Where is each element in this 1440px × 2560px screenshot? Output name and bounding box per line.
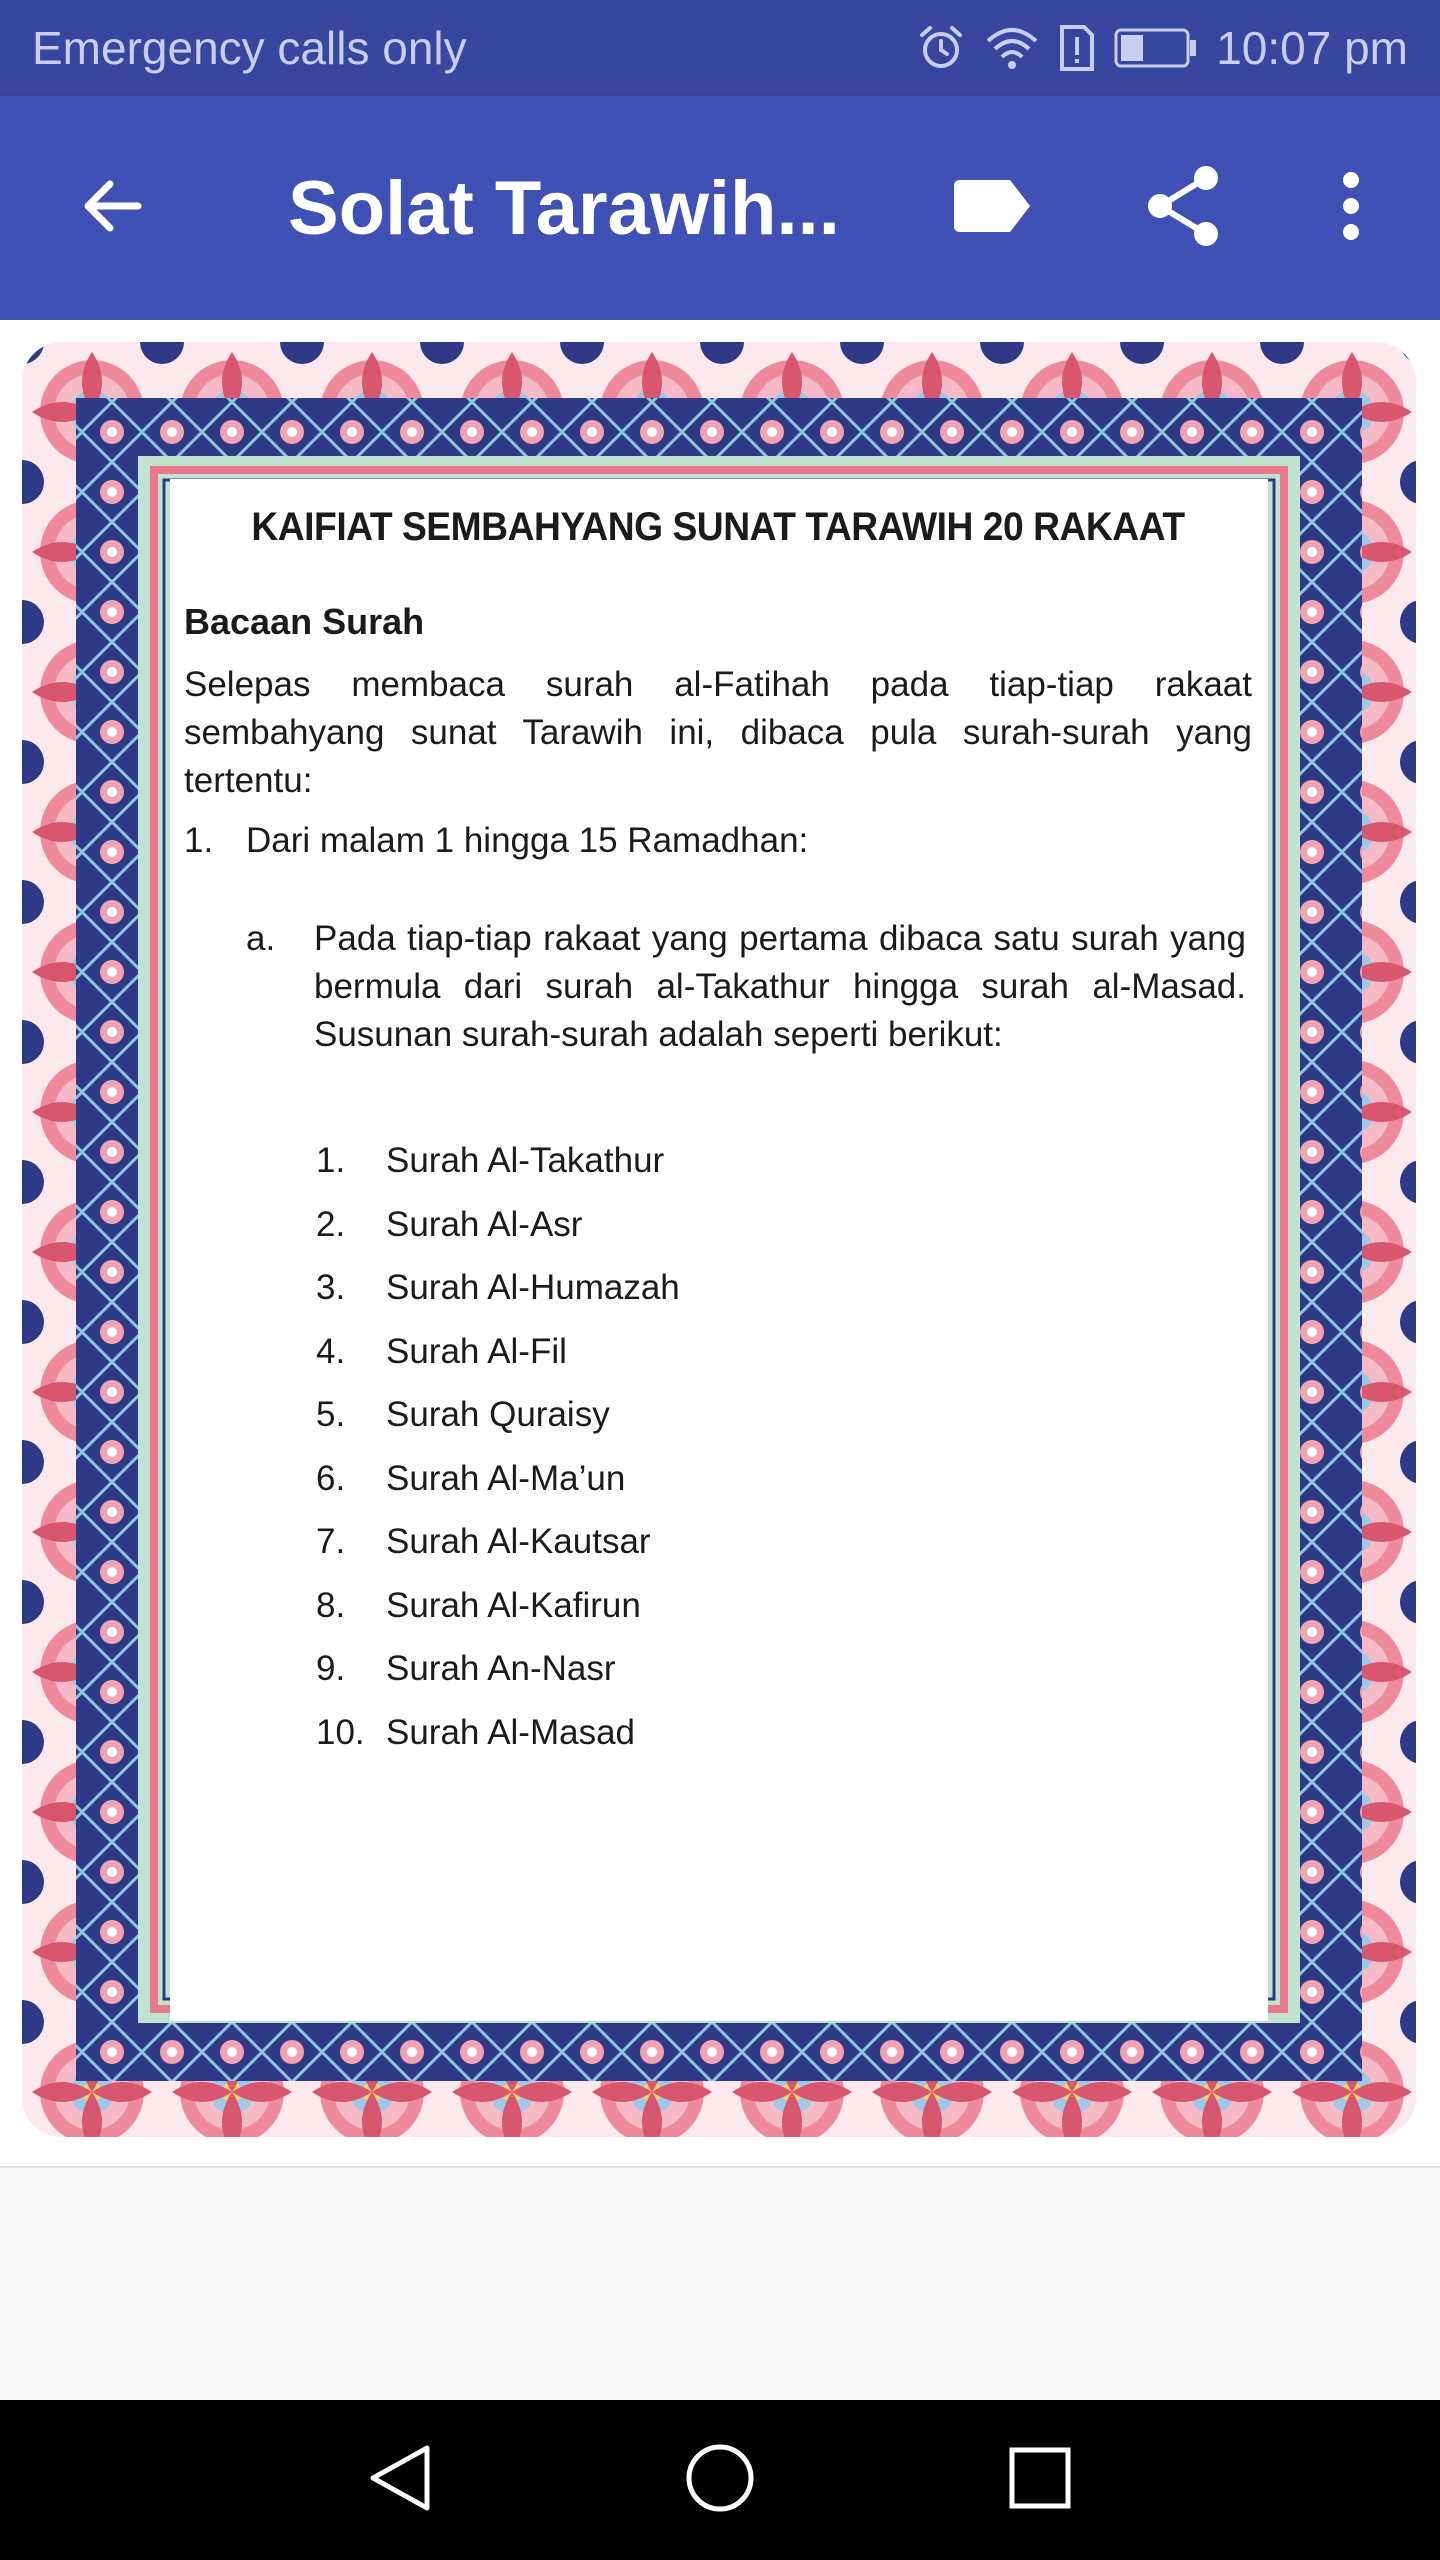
nav-recents-button[interactable] (960, 2400, 1120, 2560)
surah-list (316, 1137, 680, 1772)
recents-square-icon (1007, 2445, 1073, 2516)
status-bar (0, 0, 1440, 96)
page-title: Solat Tarawih... (288, 165, 840, 251)
back-triangle-icon (365, 2442, 435, 2519)
list-item-number: 9. (316, 1649, 346, 1688)
sub-item-text: Pada tiap-tiap rakaat yang pertama dibaca satu surah yang bermula dari surah al-Takathur hingga surah al-Masad. Susunan surah-surah adalah seperti berikut: (314, 919, 1246, 1054)
list-item (316, 1709, 680, 1773)
document-image[interactable] (0, 320, 1440, 2168)
list-item (316, 1518, 680, 1582)
list-item (316, 1328, 680, 1392)
carrier-text: Emergency calls only (32, 22, 467, 74)
list-item-number: 10. (316, 1712, 365, 1752)
surah-name: Surah An-Nasr (386, 1649, 616, 1688)
battery-icon (1114, 26, 1198, 70)
list-item-number: 5. (316, 1395, 346, 1434)
surah-name: Surah Al-Fil (386, 1331, 567, 1371)
list-item (316, 1582, 680, 1646)
share-icon (1144, 164, 1224, 253)
intro-paragraph: Selepas membaca surah al-Fatihah pada tiap-tiap rakaat sembahyang sunat Tarawih ini, dibaca pula surah-surah yang tertentu: (184, 665, 1252, 800)
nav-home-button[interactable] (640, 2400, 800, 2560)
wifi-icon (984, 23, 1040, 73)
list-item-number: 4. (316, 1331, 346, 1371)
back-arrow-icon (76, 170, 148, 247)
sim-alert-icon (1058, 23, 1096, 73)
app-bar (0, 96, 1440, 320)
back-button[interactable] (56, 96, 168, 320)
list-item-number: 8. (316, 1585, 346, 1625)
surah-name: Surah Al-Kautsar (386, 1522, 651, 1561)
surah-name: Surah Al-Takathur (386, 1141, 665, 1180)
list-item (316, 1201, 680, 1265)
label-button[interactable] (938, 96, 1048, 320)
status-icons (916, 21, 1408, 75)
sub-item-letter: a. (246, 919, 276, 958)
overflow-menu-icon (1339, 170, 1363, 247)
home-circle-icon (684, 2442, 756, 2519)
list-item (316, 1137, 680, 1201)
document-title: KAIFIAT SEMBAHYANG SUNAT TARAWIH 20 RAKAAT (251, 505, 1185, 549)
label-icon (952, 176, 1034, 241)
surah-name: Surah Quraisy (386, 1395, 610, 1434)
list-item (316, 1391, 680, 1455)
list-item (316, 1264, 680, 1328)
list-item-number: 1. (184, 821, 214, 860)
surah-name: Surah Al-Humazah (386, 1268, 680, 1307)
surah-name: Surah Al-Masad (386, 1712, 636, 1752)
list-item-number: 2. (316, 1204, 346, 1244)
surah-name: Surah Al-Kafirun (386, 1585, 641, 1625)
share-button[interactable] (1128, 96, 1240, 320)
system-nav-bar (0, 2400, 1440, 2560)
nav-back-button[interactable] (320, 2400, 480, 2560)
document-page (170, 479, 1266, 2019)
list-item-1 (184, 817, 808, 865)
list-item-text: Dari malam 1 hingga 15 Ramadhan: (246, 821, 809, 860)
section-heading: Bacaan Surah (184, 601, 425, 642)
list-item-number: 3. (316, 1268, 346, 1307)
list-item-number: 1. (316, 1141, 346, 1180)
clock: 10:07 pm (1216, 22, 1408, 74)
alarm-icon (916, 23, 966, 73)
list-item (316, 1455, 680, 1519)
surah-name: Surah Al-Asr (386, 1204, 583, 1244)
list-item-number: 6. (316, 1458, 346, 1498)
overflow-menu-button[interactable] (1298, 96, 1404, 320)
sub-item-a (246, 915, 1246, 1059)
list-item (316, 1645, 680, 1709)
surah-name: Surah Al-Ma’un (386, 1458, 626, 1498)
list-item-number: 7. (316, 1522, 346, 1561)
